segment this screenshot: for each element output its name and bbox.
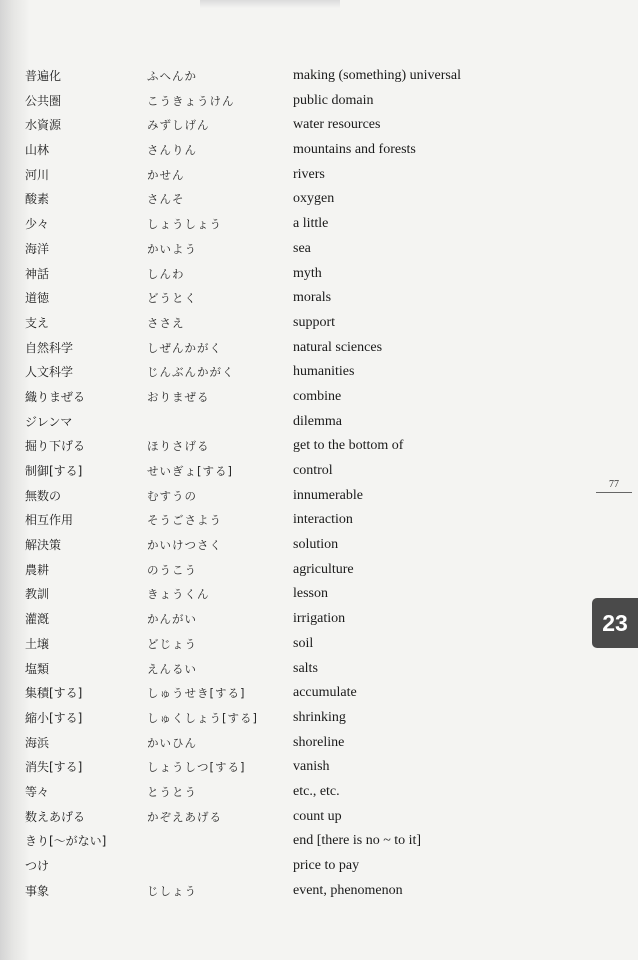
- vocab-reading: どうとく: [147, 291, 197, 306]
- vocab-meaning: making (something) universal: [293, 68, 461, 83]
- vocab-term: 事象: [25, 883, 50, 898]
- vocab-term: 集積[する]: [25, 686, 83, 701]
- vocab-term: 河川: [25, 167, 50, 182]
- vocab-meaning: price to pay: [293, 858, 360, 873]
- vocab-entry: [25, 113, 505, 138]
- vocab-meaning: vanish: [293, 759, 330, 775]
- vocab-entry: [25, 706, 505, 731]
- vocab-meaning: support: [293, 314, 335, 330]
- vocab-meaning: solution: [293, 537, 339, 553]
- vocab-entry: [25, 657, 505, 682]
- vocab-term: 海洋: [25, 241, 50, 256]
- vocab-reading: かんがい: [147, 612, 197, 627]
- vocab-term: 解決策: [25, 538, 62, 553]
- vocab-reading: きょうくん: [147, 587, 210, 602]
- chapter-tab: 23: [592, 598, 638, 648]
- vocab-meaning: morals: [293, 290, 332, 306]
- vocab-entry: [25, 607, 505, 632]
- vocab-entry: [25, 879, 505, 904]
- vocab-meaning: accumulate: [293, 685, 357, 701]
- vocab-meaning: oxygen: [293, 191, 335, 207]
- vocab-entry: [25, 311, 505, 336]
- vocab-meaning: soil: [293, 635, 314, 651]
- vocab-entry: [25, 632, 505, 657]
- vocab-reading: えんるい: [147, 661, 197, 676]
- vocab-reading: かいひん: [147, 735, 197, 750]
- vocab-term: 支え: [25, 315, 50, 330]
- vocab-reading: しょうしょう: [147, 217, 222, 232]
- vocab-term: 等々: [25, 784, 50, 799]
- vocab-reading: しょうしつ[する]: [147, 760, 246, 775]
- vocab-reading: [147, 829, 293, 854]
- vocab-meaning: rivers: [293, 166, 325, 182]
- vocab-term: 織りまぜる: [25, 389, 86, 404]
- vocab-entry: [25, 829, 505, 854]
- vocab-entry: [25, 89, 505, 114]
- vocab-reading: こうきょうけん: [147, 93, 235, 108]
- vocab-meaning: shrinking: [293, 709, 346, 725]
- vocab-meaning: innumerable: [293, 487, 363, 503]
- vocab-term: 教訓: [25, 587, 50, 602]
- vocab-entry: [25, 558, 505, 583]
- vocab-term: 数えあげる: [25, 809, 86, 824]
- vocab-entry: [25, 681, 505, 706]
- vocab-reading: ささえ: [147, 315, 185, 330]
- vocab-reading: むすうの: [147, 488, 197, 503]
- vocab-reading: かぞえあげる: [147, 809, 222, 824]
- vocab-term: 山林: [25, 143, 50, 158]
- vocab-term: 普遍化: [25, 69, 62, 83]
- vocab-reading: じしょう: [147, 883, 197, 898]
- vocab-entry: [25, 731, 505, 756]
- vocab-term: 塩類: [25, 661, 50, 676]
- vocab-reading: さんそ: [147, 192, 185, 207]
- vocab-term: 無数の: [25, 488, 62, 503]
- vocab-entry: [25, 138, 505, 163]
- vocab-term: つけ: [25, 859, 50, 873]
- vocab-term: 制御[する]: [25, 464, 83, 478]
- vocab-term: 神話: [25, 266, 50, 281]
- vocab-term: 人文科学: [25, 365, 74, 380]
- vocab-entry: [25, 582, 505, 607]
- vocab-term: 掘り下げる: [25, 439, 86, 454]
- vocab-entry: [25, 64, 505, 89]
- page-edge-shadow: [200, 0, 340, 8]
- vocab-meaning: dilemma: [293, 413, 342, 429]
- vocab-term: 海浜: [25, 735, 50, 750]
- vocab-meaning: etc., etc.: [293, 783, 340, 799]
- vocab-meaning: natural sciences: [293, 339, 383, 355]
- vocab-entry: [25, 508, 505, 533]
- vocab-term: 少々: [25, 217, 50, 232]
- vocab-term: ジレンマ: [25, 414, 73, 429]
- vocab-reading: のうこう: [147, 562, 197, 577]
- vocab-meaning: interaction: [293, 512, 353, 528]
- vocab-reading: そうごさよう: [147, 513, 222, 528]
- vocab-entry: [25, 484, 505, 509]
- vocab-entry: [25, 854, 505, 879]
- vocab-reading: しゅうせき[する]: [147, 686, 246, 701]
- vocab-reading: [147, 854, 293, 879]
- vocab-entry: [25, 385, 505, 410]
- vocab-entry: [25, 187, 505, 212]
- vocab-reading: [147, 410, 293, 435]
- vocab-reading: じんぶんかがく: [147, 365, 235, 380]
- vocab-term: 消失[する]: [25, 760, 83, 775]
- vocab-meaning: combine: [293, 388, 342, 404]
- vocab-meaning: lesson: [293, 586, 328, 602]
- vocab-entry: [25, 262, 505, 287]
- vocab-term: 相互作用: [25, 513, 74, 528]
- vocab-meaning: shoreline: [293, 734, 345, 750]
- vocab-term: 水資源: [25, 118, 62, 133]
- vocab-meaning: count up: [293, 808, 342, 824]
- vocab-reading: かいよう: [147, 241, 197, 256]
- vocab-reading: しぜんかがく: [147, 340, 222, 355]
- vocab-entry: [25, 459, 505, 484]
- vocab-term: きり[〜がない]: [25, 834, 107, 849]
- vocab-entry: [25, 360, 505, 385]
- vocab-meaning: public domain: [293, 92, 374, 108]
- page-number: 77: [596, 479, 632, 493]
- vocab-reading: かせん: [147, 167, 185, 182]
- vocab-meaning: agriculture: [293, 561, 354, 577]
- vocabulary-list: [25, 64, 505, 903]
- vocab-meaning: control: [293, 463, 333, 478]
- vocab-entry: [25, 533, 505, 558]
- vocab-meaning: end [there is no ~ to it]: [293, 833, 422, 849]
- vocab-term: 道徳: [25, 291, 50, 306]
- vocab-reading: しゅくしょう[する]: [147, 710, 258, 725]
- vocab-reading: しんわ: [147, 266, 185, 281]
- vocab-entry: [25, 163, 505, 188]
- vocab-meaning: water resources: [293, 117, 381, 133]
- vocab-reading: とうとう: [147, 784, 197, 799]
- vocab-term: 灌漑: [25, 612, 50, 627]
- vocab-term: 自然科学: [25, 340, 74, 355]
- vocab-term: 酸素: [25, 192, 50, 207]
- vocab-meaning: sea: [293, 240, 311, 256]
- vocab-entry: [25, 212, 505, 237]
- vocab-reading: どじょう: [147, 636, 197, 651]
- vocab-entry: [25, 805, 505, 830]
- vocab-term: 縮小[する]: [25, 710, 83, 725]
- vocab-reading: さんりん: [147, 143, 197, 158]
- vocab-term: 土壌: [25, 636, 50, 651]
- vocab-entry: [25, 755, 505, 780]
- vocab-entry: [25, 286, 505, 311]
- vocab-entry: [25, 410, 505, 435]
- vocab-reading: せいぎょ[する]: [147, 464, 233, 478]
- vocab-entry: [25, 780, 505, 805]
- vocab-meaning: mountains and forests: [293, 142, 416, 158]
- vocab-reading: ほりさげる: [147, 439, 210, 454]
- vocab-meaning: myth: [293, 265, 322, 281]
- vocab-term: 公共圏: [25, 93, 62, 108]
- vocab-meaning: get to the bottom of: [293, 438, 404, 454]
- vocab-reading: みずしげん: [147, 118, 210, 133]
- vocab-meaning: a little: [293, 216, 329, 232]
- vocab-reading: おりまぜる: [147, 389, 210, 404]
- vocab-entry: [25, 434, 505, 459]
- vocab-meaning: humanities: [293, 364, 355, 380]
- vocab-entry: [25, 237, 505, 262]
- vocab-entry: [25, 336, 505, 361]
- vocab-meaning: salts: [293, 660, 318, 676]
- vocab-meaning: event, phenomenon: [293, 882, 403, 898]
- vocab-reading: ふへんか: [147, 69, 197, 83]
- vocab-term: 農耕: [25, 562, 50, 577]
- vocab-meaning: irrigation: [293, 611, 346, 627]
- vocab-reading: かいけつさく: [147, 538, 222, 553]
